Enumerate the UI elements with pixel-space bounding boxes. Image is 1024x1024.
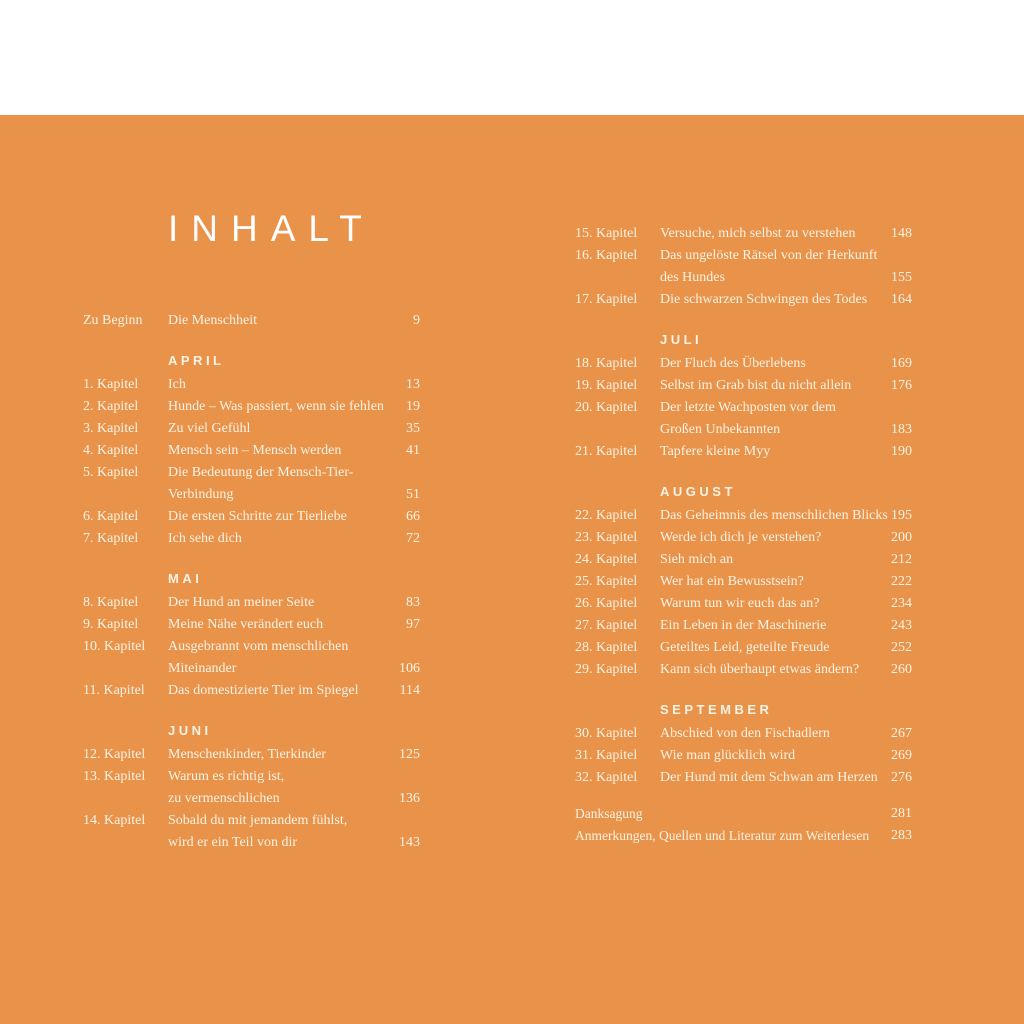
chapter-title <box>660 745 882 767</box>
toc-entry <box>83 680 420 702</box>
chapter-title-line: Zu viel Gefühl <box>168 421 251 436</box>
chapter-title-line: Das ungelöste Rätsel von der Herkunft <box>660 248 878 263</box>
chapter-title-line: Versuche, mich selbst zu verstehen <box>660 226 856 241</box>
toc-entry <box>83 636 420 680</box>
chapter-title <box>168 462 390 506</box>
chapter-title-line: Warum tun wir euch das an? <box>660 596 820 611</box>
toc-entry <box>575 745 912 767</box>
chapter-title <box>168 506 390 528</box>
chapter-title-line: Der Hund an meiner Seite <box>168 595 315 610</box>
toc-entry <box>83 310 420 332</box>
chapter-title <box>660 659 882 681</box>
page-number: 243 <box>891 618 912 633</box>
chapter-title <box>660 527 882 549</box>
chapter-title-line: Geteiltes Leid, geteilte Freude <box>660 640 830 655</box>
chapter-title-line: Das domestizierte Tier im Spiegel <box>168 683 359 698</box>
chapter-title-line: Anmerkungen, Quellen und Literatur zum Weiterlesen <box>575 828 870 843</box>
chapter-label: 12. Kapitel <box>83 747 146 762</box>
chapter-label: 4. Kapitel <box>83 443 139 458</box>
page-number: 41 <box>406 443 420 458</box>
chapter-title-line: Verbindung <box>168 487 234 502</box>
page-number: 169 <box>891 356 912 371</box>
chapter-title <box>660 637 882 659</box>
toc-entry <box>575 397 912 441</box>
chapter-title-line: Ausgebrannt vom menschlichen <box>168 639 349 654</box>
chapter-title-line: Mensch sein – Mensch werden <box>168 443 342 458</box>
month-heading: APRIL <box>168 353 225 368</box>
page-number: 66 <box>406 509 420 524</box>
page-number: 190 <box>891 444 912 459</box>
chapter-title <box>575 803 882 825</box>
page-number: 252 <box>891 640 912 655</box>
chapter-title-line: Wer hat ein Bewusstsein? <box>660 574 804 589</box>
page-number: 106 <box>399 661 420 676</box>
month-heading: SEPTEMBER <box>660 702 773 717</box>
toc-entry <box>83 374 420 396</box>
chapter-title-line: Sobald du mit jemandem fühlst, <box>168 813 348 828</box>
chapter-title <box>168 418 390 440</box>
page-number: 97 <box>406 617 420 632</box>
chapter-title-line: Tapfere kleine Myy <box>660 444 771 459</box>
toc-entry <box>575 289 912 311</box>
chapter-label: 31. Kapitel <box>575 748 638 763</box>
page-number: 114 <box>399 683 420 698</box>
page-number: 281 <box>891 806 912 821</box>
toc-entry <box>575 441 912 463</box>
toc-entry <box>83 396 420 418</box>
page-number: 35 <box>406 421 420 436</box>
chapter-title <box>168 528 390 550</box>
toc-footer-entry <box>575 825 912 847</box>
chapter-title-line: Meine Nähe verändert euch <box>168 617 324 632</box>
toc-entry <box>575 723 912 745</box>
chapter-label: 25. Kapitel <box>575 574 638 589</box>
toc-entry <box>575 527 912 549</box>
page-number: 164 <box>891 292 912 307</box>
chapter-label: 29. Kapitel <box>575 662 638 677</box>
chapter-title <box>660 353 882 375</box>
chapter-title <box>660 571 882 593</box>
chapter-label: 5. Kapitel <box>83 465 139 480</box>
chapter-title <box>168 680 390 702</box>
chapter-title <box>660 289 882 311</box>
page-number: 155 <box>891 270 912 285</box>
chapter-title-line: des Hundes <box>660 270 725 285</box>
chapter-title-line: Die Menschheit <box>168 313 258 328</box>
toc-entry <box>575 375 912 397</box>
page-number: 19 <box>406 399 420 414</box>
chapter-title-line: zu vermenschlichen <box>168 791 280 806</box>
chapter-title <box>660 397 882 441</box>
chapter-title <box>168 636 390 680</box>
toc-entry <box>83 744 420 766</box>
page-number: 195 <box>891 508 912 523</box>
chapter-title-line: Menschenkinder, Tierkinder <box>168 747 327 762</box>
chapter-title <box>168 374 390 396</box>
toc-entry <box>575 659 912 681</box>
toc-entry <box>83 766 420 810</box>
chapter-title-line: Miteinander <box>168 661 237 676</box>
chapter-label: 17. Kapitel <box>575 292 638 307</box>
chapter-title-line: Kann sich überhaupt etwas ändern? <box>660 662 860 677</box>
chapter-title-line: Werde ich dich je verstehen? <box>660 530 822 545</box>
month-heading: JUNI <box>168 723 212 738</box>
chapter-label: 22. Kapitel <box>575 508 638 523</box>
chapter-title <box>168 592 390 614</box>
chapter-title <box>168 396 390 418</box>
chapter-label: 15. Kapitel <box>575 226 638 241</box>
chapter-label: 2. Kapitel <box>83 399 139 414</box>
toc-entry <box>83 462 420 506</box>
chapter-title <box>575 825 882 847</box>
toc-entry <box>575 549 912 571</box>
chapter-title-line: Die ersten Schritte zur Tierliebe <box>168 509 347 524</box>
page-number: 183 <box>891 422 912 437</box>
chapter-title-line: Ein Leben in der Maschinerie <box>660 618 827 633</box>
page-number: 9 <box>413 313 420 328</box>
toc-left-column <box>83 210 420 854</box>
chapter-title <box>168 766 390 810</box>
chapter-title-line: Ich <box>168 377 186 392</box>
month-heading: AUGUST <box>660 484 736 499</box>
toc-entry <box>83 528 420 550</box>
chapter-label: 27. Kapitel <box>575 618 638 633</box>
month-heading: MAI <box>168 571 203 586</box>
chapter-title <box>660 245 882 289</box>
toc-entry <box>575 615 912 637</box>
chapter-label: 21. Kapitel <box>575 444 638 459</box>
page-number: 276 <box>891 770 912 785</box>
chapter-label: 7. Kapitel <box>83 531 139 546</box>
chapter-title <box>168 614 390 636</box>
chapter-title <box>168 810 390 854</box>
chapter-title <box>660 223 882 245</box>
chapter-title <box>168 310 390 332</box>
toc-entry <box>575 593 912 615</box>
toc-right-column <box>575 223 912 847</box>
chapter-label: 14. Kapitel <box>83 813 146 828</box>
page-number: 148 <box>891 226 912 241</box>
toc-entry <box>575 505 912 527</box>
chapter-title-line: Hunde – Was passiert, wenn sie fehlen <box>168 399 384 414</box>
page-number: 143 <box>399 835 420 850</box>
toc-entry <box>83 418 420 440</box>
contents-panel <box>0 115 1024 1024</box>
chapter-title-line: Danksagung <box>575 806 643 821</box>
page-number: 200 <box>891 530 912 545</box>
chapter-label: 9. Kapitel <box>83 617 139 632</box>
chapter-title <box>660 441 882 463</box>
page-number: 13 <box>406 377 420 392</box>
chapter-label: 30. Kapitel <box>575 726 638 741</box>
toc-entry <box>83 614 420 636</box>
toc-entry <box>575 223 912 245</box>
chapter-label: 28. Kapitel <box>575 640 638 655</box>
page-number: 283 <box>891 828 912 843</box>
toc-right-entries <box>575 223 912 847</box>
page-number: 72 <box>406 531 420 546</box>
chapter-title <box>660 505 888 527</box>
chapter-title <box>660 375 882 397</box>
toc-entry <box>83 440 420 462</box>
chapter-title-line: Das Geheimnis des menschlichen Blicks <box>660 508 888 523</box>
page-number: 234 <box>891 596 912 611</box>
page-number: 260 <box>891 662 912 677</box>
chapter-label: 32. Kapitel <box>575 770 638 785</box>
toc-entry <box>83 506 420 528</box>
chapter-title-line: Selbst im Grab bist du nicht allein <box>660 378 852 393</box>
chapter-title-line: Die schwarzen Schwingen des Todes <box>660 292 868 307</box>
chapter-label: 24. Kapitel <box>575 552 638 567</box>
chapter-title-line: Abschied von den Fischadlern <box>660 726 830 741</box>
chapter-label: 1. Kapitel <box>83 377 139 392</box>
page-number: 51 <box>406 487 420 502</box>
toc-entry <box>575 571 912 593</box>
page-number: 212 <box>891 552 912 567</box>
chapter-label: 18. Kapitel <box>575 356 638 371</box>
toc-left-entries <box>83 310 420 854</box>
chapter-label: 6. Kapitel <box>83 509 139 524</box>
chapter-title-line: Ich sehe dich <box>168 531 242 546</box>
chapter-title <box>660 593 882 615</box>
page-number: 267 <box>891 726 912 741</box>
chapter-label: 23. Kapitel <box>575 530 638 545</box>
page-number: 83 <box>406 595 420 610</box>
chapter-label: Zu Beginn <box>83 313 143 328</box>
toc-entry <box>575 245 912 289</box>
toc-entry <box>575 767 912 789</box>
chapter-title <box>660 615 882 637</box>
chapter-title <box>168 440 390 462</box>
chapter-label: 3. Kapitel <box>83 421 139 436</box>
chapter-title-line: Wie man glücklich wird <box>660 748 796 763</box>
chapter-title <box>660 767 882 789</box>
chapter-label: 20. Kapitel <box>575 400 638 415</box>
chapter-title-line: wird er ein Teil von dir <box>168 835 298 850</box>
chapter-label: 16. Kapitel <box>575 248 638 263</box>
chapter-title-line: Der letzte Wachposten vor dem <box>660 400 836 415</box>
page-number: 136 <box>399 791 420 806</box>
chapter-title <box>660 723 882 745</box>
chapter-label: 8. Kapitel <box>83 595 139 610</box>
month-heading: JULI <box>660 332 703 347</box>
toc-entry <box>83 810 420 854</box>
chapter-title-line: Der Hund mit dem Schwan am Herzen <box>660 770 878 785</box>
chapter-title <box>660 549 882 571</box>
page-number: 176 <box>891 378 912 393</box>
chapter-label: 19. Kapitel <box>575 378 638 393</box>
chapter-title-line: Die Bedeutung der Mensch-Tier- <box>168 465 354 480</box>
chapter-title-line: Der Fluch des Überlebens <box>660 356 806 371</box>
chapter-title <box>168 744 390 766</box>
toc-entry <box>83 592 420 614</box>
chapter-title-line: Großen Unbekannten <box>660 422 781 437</box>
chapter-label: 10. Kapitel <box>83 639 146 654</box>
page-number: 222 <box>891 574 912 589</box>
page-number: 269 <box>891 748 912 763</box>
page-title: INHALT <box>168 208 375 249</box>
toc-footer-entry <box>575 803 912 825</box>
chapter-label: 13. Kapitel <box>83 769 146 784</box>
chapter-label: 26. Kapitel <box>575 596 638 611</box>
page-number: 125 <box>399 747 420 762</box>
toc-entry <box>575 353 912 375</box>
toc-entry <box>575 637 912 659</box>
chapter-title-line: Warum es richtig ist, <box>168 769 285 784</box>
chapter-label: 11. Kapitel <box>83 683 145 698</box>
chapter-title-line: Sieh mich an <box>660 552 734 567</box>
